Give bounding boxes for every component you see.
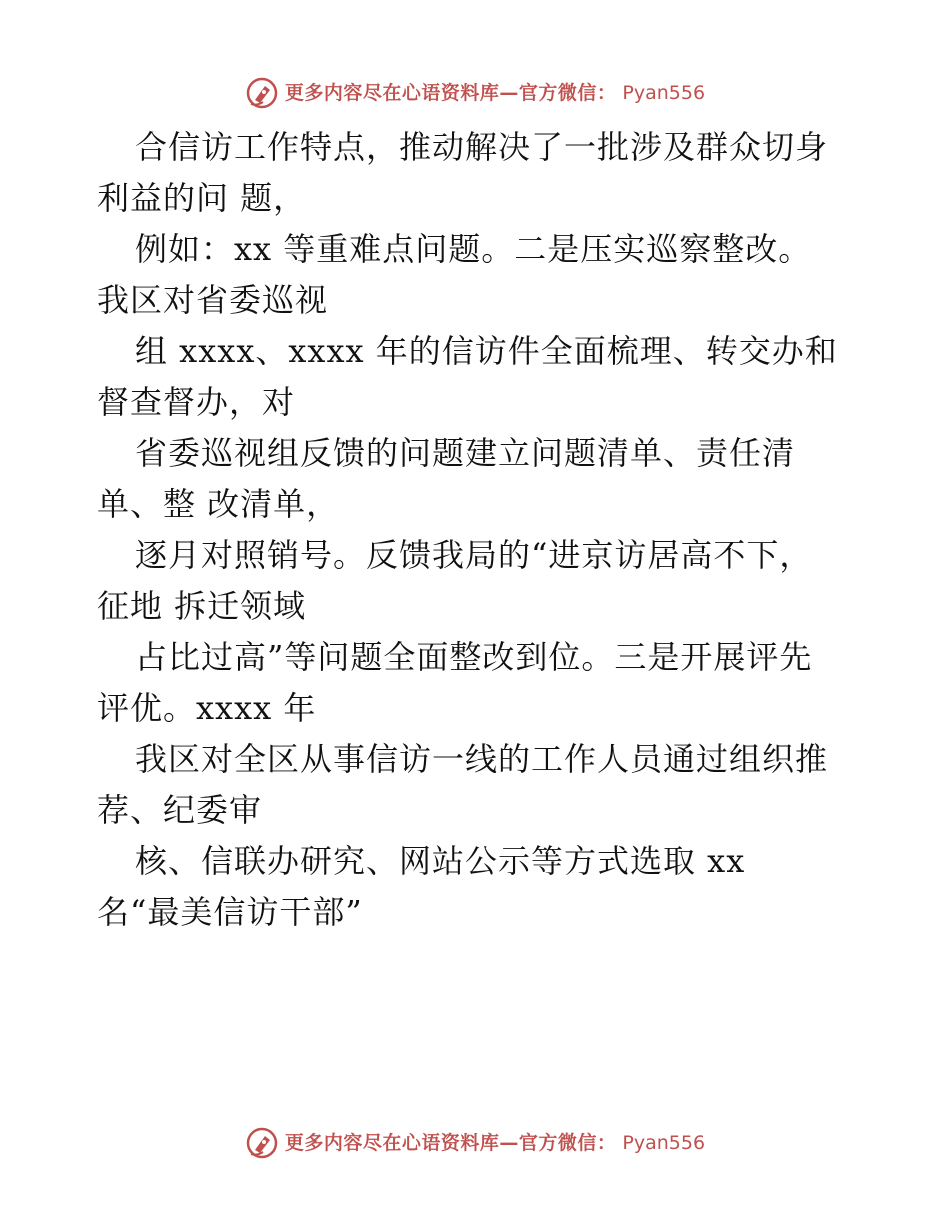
paragraph-line: 核、信联办研究、网站公示等方式选取 xx [135,842,746,880]
watermark-wechat-id: Pyan556 [622,82,706,104]
paragraph-line: 荐、纪委审 [97,791,263,829]
footer-watermark [0,1126,950,1160]
paragraph [97,122,857,224]
paragraph-line: 组 xxxx、xxxx 年的信访件全面梳理、转交办和 [135,332,838,370]
watermark-text: 更多内容尽在心语资料库—官方微信： [284,1132,617,1154]
paragraph-line: 征地 拆迁领域 [97,587,307,625]
paragraph [97,632,857,734]
paragraph [97,530,857,632]
header-watermark [0,76,950,110]
document-body [97,122,857,938]
watermark-text: 更多内容尽在心语资料库—官方微信： [284,82,617,104]
pen-nib-logo-icon [245,1126,279,1160]
watermark-wechat-id: Pyan556 [622,1132,706,1154]
pen-nib-logo-icon [245,76,279,110]
paragraph-line: 评优。xxxx 年 [97,689,317,727]
paragraph-line: 我区对省委巡视 [97,281,329,319]
paragraph-line: 督查督办，对 [97,383,296,421]
paragraph [97,326,857,428]
paragraph [97,734,857,836]
paragraph-line: 利益的问 题， [97,179,307,217]
paragraph-line: 占比过高”等问题全面整改到位。三是开展评先 [135,638,813,676]
paragraph-line: 单、整 改清单， [97,485,340,523]
paragraph-line: 例如：xx 等重难点问题。二是压实巡察整改。 [135,230,812,268]
paragraph-line: 名“最美信访干部” [97,893,363,931]
paragraph-line: 我区对全区从事信访一线的工作人员通过组织推 [135,740,829,778]
paragraph-line: 省委巡视组反馈的问题建立问题清单、责任清 [135,434,796,472]
paragraph [97,836,857,938]
paragraph-line: 合信访工作特点，推动解决了一批涉及群众切身 [135,128,829,166]
paragraph-line: 逐月对照销号。反馈我局的“进京访居高不下， [135,536,813,574]
paragraph [97,428,857,530]
paragraph [97,224,857,326]
